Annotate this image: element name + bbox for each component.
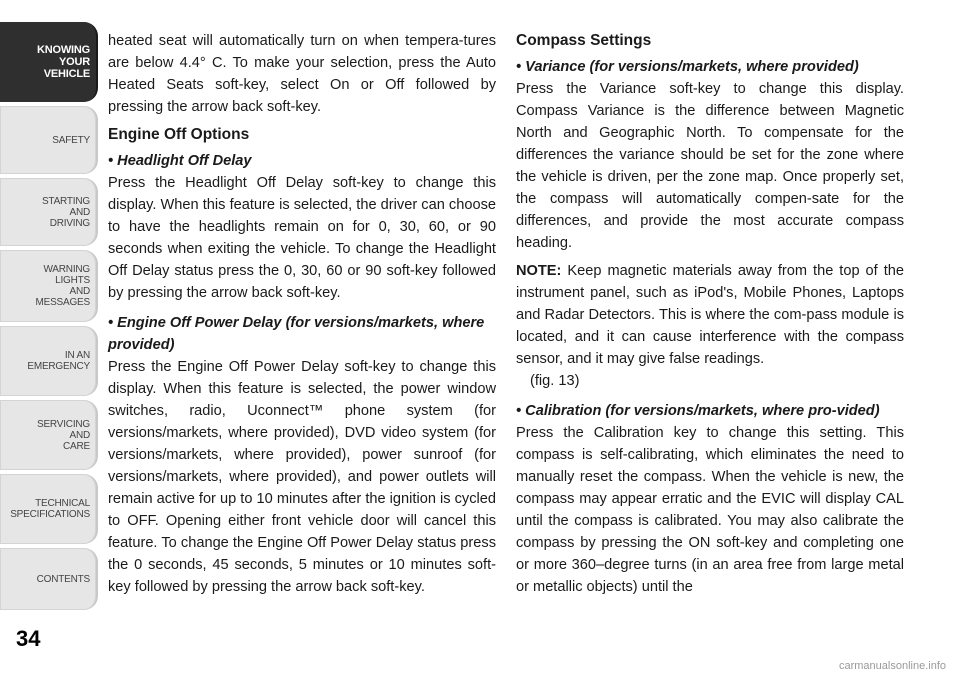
tab-starting-and-driving[interactable] bbox=[0, 178, 98, 246]
tab-label: TECHNICAL SPECIFICATIONS bbox=[10, 498, 90, 520]
tab-warning-lights-and-messages[interactable] bbox=[0, 250, 98, 322]
sidebar-nav bbox=[0, 0, 100, 678]
compass-settings-heading: Compass Settings bbox=[516, 32, 652, 49]
variance-bullet: • Variance (for versions/markets, where provided) bbox=[516, 59, 859, 75]
variance-text: Press the Variance soft-key to change this display. Compass Variance is the difference between Magnetic North and Geographic North. To compensate for the differences the variance should be set for the zone where the vehicle is driven, per the zone map. Once properly set, the compass will automatically compen-sate for the differences, and provide the most accurate compass heading. bbox=[516, 81, 904, 251]
tab-label: SERVICING AND CARE bbox=[36, 418, 90, 452]
tab-knowing-your-vehicle[interactable] bbox=[0, 22, 98, 102]
tab-label: STARTING AND DRIVING bbox=[41, 195, 90, 229]
tab-technical-specifications[interactable] bbox=[0, 474, 98, 544]
engine-off-power-delay-bullet: • Engine Off Power Delay (for versions/markets, where provided) bbox=[108, 315, 485, 353]
tab-label: WARNING LIGHTS AND MESSAGES bbox=[35, 264, 90, 308]
page-number: 34 bbox=[16, 626, 41, 651]
headlight-off-delay-text: Press the Headlight Off Delay soft-key to change this display. When this feature is selected, the driver can choose to have the headlights remain on for 0, 30, 60, or 90 seconds when exiting the vehicle. To change the Headlight Off Delay status press the 0, 30, 60 or 90 soft-key followed by pressing the arrow back soft-key. bbox=[108, 175, 496, 301]
intro-paragraph: heated seat will automatically turn on when tempera-tures are below 4.4° C. To make your selection, press the Auto Heated Seats soft-key, select On or Off followed by pressing the arrow back soft-key. bbox=[108, 33, 496, 115]
left-column bbox=[108, 30, 496, 598]
tab-label: IN AN EMERGENCY bbox=[27, 350, 90, 372]
tab-contents[interactable] bbox=[0, 548, 98, 610]
calibration-text: Press the Calibration key to change this setting. This compass is self-calibrating, which eliminates the need to manually reset the compass. When the vehicle is new, the compass may appear erratic and the EVIC will display CAL until the compass is calibrated. You may also calibrate the compass by pressing the ON soft-key and completing one or more 360–degree turns (in an area free from large metal or metallic objects) until the bbox=[516, 425, 904, 595]
note-text: Keep magnetic materials away from the top of the instrument panel, such as iPod's, Mobile Phones, Laptops and Radar Detectors. This is where the com-pass module is located, and it can cause interference with the compass sensor, and it may give false readings. bbox=[516, 263, 904, 367]
tab-safety[interactable] bbox=[0, 106, 98, 174]
tab-in-an-emergency[interactable] bbox=[0, 326, 98, 396]
watermark: carmanualsonline.info bbox=[838, 660, 946, 672]
right-column bbox=[516, 30, 904, 598]
note-label: NOTE: bbox=[516, 263, 562, 279]
calibration-bullet: • Calibration (for versions/markets, where pro-vided) bbox=[516, 403, 880, 419]
engine-off-heading: Engine Off Options bbox=[108, 126, 250, 143]
headlight-off-delay-bullet: • Headlight Off Delay bbox=[108, 153, 252, 169]
tab-label: KNOWING YOUR VEHICLE bbox=[37, 44, 90, 80]
tab-label: CONTENTS bbox=[36, 573, 90, 585]
figure-reference: (fig. 13) bbox=[530, 373, 580, 389]
note-paragraph bbox=[516, 260, 904, 370]
tab-label: SAFETY bbox=[52, 134, 90, 146]
engine-off-power-delay-text: Press the Engine Off Power Delay soft-key to change this display. When this feature is selected, the power window switches, radio, Uconnect™ phone system (for versions/markets, where provided), DVD video system (for versions/markets, where provided), power sunroof (for versions/markets, where provided), and power outlets will remain active for up to 10 minutes after the ignition is cycled to OFF. Opening either front vehicle door will cancel this feature. To change the Engine Off Power Delay status press the 0 seconds, 45 seconds, 5 minutes or 10 minutes soft-key followed by pressing the arrow back soft-key. bbox=[108, 359, 496, 595]
tab-servicing-and-care[interactable] bbox=[0, 400, 98, 470]
